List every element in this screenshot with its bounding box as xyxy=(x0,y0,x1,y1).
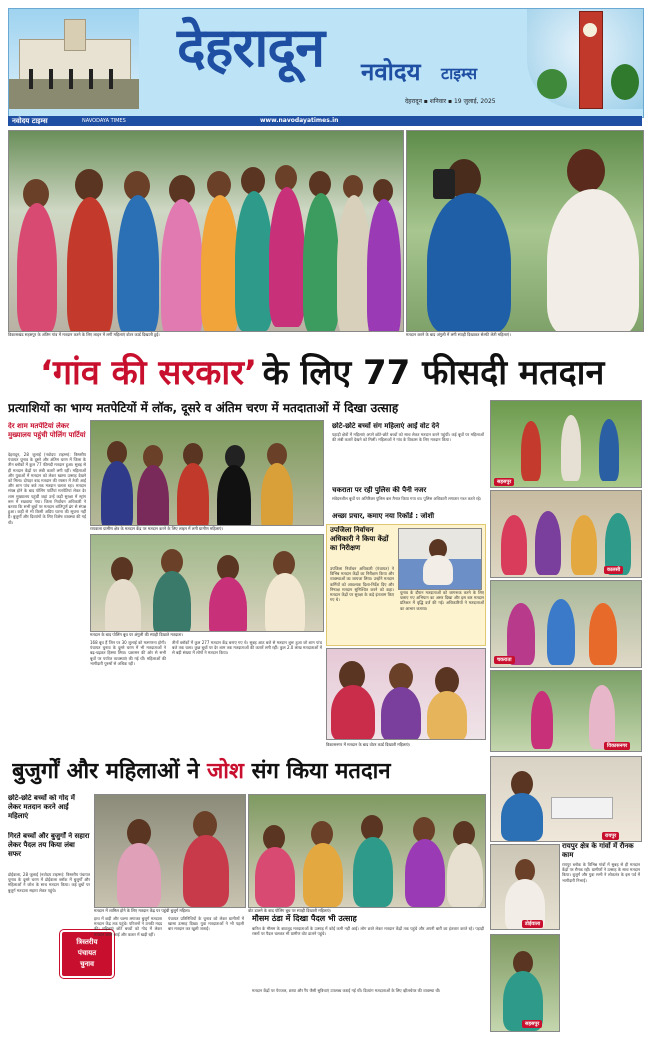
badge-line-1: त्रिस्तरीय xyxy=(76,938,98,946)
right-item2-body: संवेदनशील बूथों पर अतिरिक्त पुलिस बल तैनात किया गया था। पुलिस अधिकारी लगातार गश्त करते रहे। xyxy=(332,496,482,501)
masthead-title: देहरादून xyxy=(177,16,325,79)
left-label-en: NAVODAYA TIMES xyxy=(82,118,126,124)
top-photo-right xyxy=(406,130,644,332)
main-headline-quoted: ‘गांव की सरकार’ xyxy=(40,353,257,393)
second-headline xyxy=(12,754,492,790)
top-photo-left-caption: विकासखंड सहसपुर के अंतिम गांव में मतदान करने के लिए लाइन में लगी महिलाएं वोटर कार्ड दिखाती हुई। xyxy=(8,332,160,337)
mid-photo-1-caption: रायवाला ग्रामीण क्षेत्र के मतदान केंद्र पर मतदान करने के लिए लाइन में लगी ग्रामीण महिलाएं। xyxy=(90,526,223,531)
second-headline-before: बुजुर्गों और महिलाओं ने xyxy=(12,759,200,784)
right-item3-title: अच्छा प्रचार, कमाए नया रिकॉर्ड : जोशी xyxy=(332,512,435,520)
left-label: नवोदय टाइम्स xyxy=(12,117,48,125)
lower-photo-2-caption: वोट डालने के बाद पोलिंग बूथ पर स्याही दिखाती महिलाएं। xyxy=(248,908,332,913)
lower-body-b: पंचायत प्रतिनिधियों के चुनाव को लेकर ग्रामीणों में खासा उत्साह दिखा। युवा मतदाताओं ने भी पहली बार मतदान कर खुशी जताई। xyxy=(168,916,244,932)
right-lower-label-1: रायपुर xyxy=(602,832,619,840)
right-lower-label-3: सहसपुर xyxy=(522,1020,542,1028)
thumb-2 xyxy=(490,490,642,578)
officer-box-body: उपजिला निर्वाचन अधिकारी (पंचायत) ने विभिन्न मतदान केंद्रों का निरीक्षण किया और व्यवस्थाओं का जायजा लिया। उन्होंने मतदान कर्मियों को आवश्यक दिशा-निर्देश दिए और निष्पक्ष मतदान सुनिश्चित करने को कहा। मतदान केंद्रों पर सुरक्षा के कड़े इंतजाम किए गए थे। xyxy=(330,566,394,603)
badge-line-2: पंचायत xyxy=(77,949,97,957)
second-headline-after: संग किया मतदान xyxy=(251,759,391,784)
lower-box-body: बारिश के मौसम के बावजूद मतदाताओं के उत्साह में कोई कमी नहीं आई। लोग छाते लेकर मतदान केंद्रों तक पहुंचे और अपनी बारी का इंतजार करते रहे। पहाड़ी रास्तों पर पैदल चलकर भी ग्रामीण वोट डालने पहुंचे। xyxy=(252,926,484,937)
right-lower-title: रायपुर क्षेत्र के गांवों में रौनक काम xyxy=(562,842,634,859)
thumb-3-label: चकराता xyxy=(494,656,515,664)
top-photo-right-caption: मतदान करने के बाद अंगुली में लगी स्याही दिखाकर सेल्फी लेती महिलाएं। xyxy=(406,332,511,337)
website-link[interactable]: www.navodayatimes.in xyxy=(260,117,339,124)
clock-tower-icon xyxy=(527,9,643,109)
lower-photo-1 xyxy=(94,794,246,908)
badge-line-3: चुनाव xyxy=(79,960,95,968)
thumb-4-label: विकासनगर xyxy=(604,742,630,750)
right-lower-photo-1 xyxy=(490,756,642,842)
masthead-bar xyxy=(8,116,642,126)
right-photo-caption: विकासनगर में मतदान के बाद वोटर कार्ड दिखाती महिलाएं। xyxy=(326,742,411,747)
col1b-bullet1: छोटे-छोटे बच्चों को गोद में लेकर मतदान करने आईं महिलाएं xyxy=(8,794,75,820)
brand-name: नवोदय xyxy=(361,58,421,86)
brand-suffix: टाइम्स xyxy=(441,64,478,83)
lower-photo-2 xyxy=(248,794,486,908)
col1-body: देहरादून, 28 जुलाई (नवोदय टाइम्स): त्रिस्तरीय पंचायत चुनाव के दूसरे और अंतिम चरण में जिला के तीन ब्लॉकों में कुल 77 फीसदी मतदान हुआ। सुबह से ही मतदान केंद्रों पर लंबी कतारें लगी रहीं। महिलाओं और युवाओं में मतदान को लेकर खासा उत्साह देखने को मिला। दोपहर बाद मतदान की रफ्तार में तेजी आई और शाम पांच बजे तक मतदान चलता रहा। मतदान संपन्न होने के बाद पोलिंग पार्टियां मतपेटियां लेकर देर शाम मुख्यालय पहुंचीं जहां उन्हें कड़ी सुरक्षा में स्ट्रांग रूम में रखवाया गया। जिला निर्वाचन अधिकारी ने बताया कि सभी बूथों पर मतदान शांतिपूर्ण ढंग से संपन्न हुआ। कहीं से भी किसी अप्रिय घटना की सूचना नहीं है। बुजुर्गों और दिव्यांगों के लिए विशेष व्यवस्था की गई थी। xyxy=(8,452,86,525)
mid-body-3: तीनों ब्लॉकों में कुल 277 मतदान केंद्र बनाए गए थे। सुबह आठ बजे से मतदान शुरू हुआ जो शाम पांच बजे तक चला। कुछ बूथों पर देर शाम तक मतदाताओं की कतारें लगी रहीं। कुल 2.0 लाख मतदाताओं में से बड़ी संख्या में लोगों ने मतदान किया। xyxy=(172,640,322,656)
thumb-2-label: कालसी xyxy=(604,566,623,574)
right-item2-title: चकराता पर रही पुलिस की पैनी नजर xyxy=(332,486,427,494)
lower-photo-1-caption: मतदान में शामिल होने के लिए मतदान केंद्र पर पहुंची बुजुर्ग महिला। xyxy=(94,908,191,913)
right-item1-title: छोटे-छोटे बच्चों संग महिलाएं आईं वोट देने xyxy=(332,422,440,430)
parade-building-icon xyxy=(9,9,139,109)
lower-box-title: मौसम ठंडा में दिखा पैदल भी उत्साह xyxy=(252,914,357,923)
mid-photo-2 xyxy=(90,534,324,632)
right-item3-body: चुनाव के दौरान मतदाताओं को जागरूक करने के लिए चलाए गए अभियान का असर दिखा और इस बार मतदान प्रतिशत में वृद्धि दर्ज की गई। अधिकारियों ने मतदाताओं का आभार जताया। xyxy=(400,590,484,611)
second-headline-highlight: जोश xyxy=(206,759,244,784)
officer-box-photo-2 xyxy=(326,648,486,740)
col1b-body: डोईवाला, 28 जुलाई (नवोदय टाइम्स): त्रिस्तरीय पंचायत चुनाव के दूसरे चरण में डोईवाला ब्लॉक में बुजुर्गों और महिलाओं ने जोश के साथ मतदान किया। कई बूथों पर बुजुर्ग मतदाता सहारा लेकर पहुंचे। xyxy=(8,872,90,893)
top-photo-left xyxy=(8,130,404,332)
thumb-3 xyxy=(490,580,642,668)
thumb-1 xyxy=(490,400,642,488)
right-lower-photo-2 xyxy=(490,844,560,930)
main-headline-rest: के लिए 77 फीसदी मतदान xyxy=(262,353,605,393)
lower-body-c: मतदान केंद्रों पर पेयजल, छाया और रैंप जैसी सुविधाएं उपलब्ध कराई गई थीं। दिव्यांग मतदाताओं के लिए व्हीलचेयर की व्यवस्था थी। xyxy=(252,988,441,993)
col1-bullet: देर शाम मतपेटियां लेकर मुख्यालय पहुंची पोलिंग पार्टियां xyxy=(8,422,86,439)
mid-photo-1 xyxy=(90,420,324,526)
thumb-4 xyxy=(490,670,642,752)
col1b-bullet2: गिरते बच्चों और बुजुर्गों ने सहारा लेकर पैदल तय किया लंबा सफर xyxy=(8,832,90,858)
thumb-1-label: सहसपुर xyxy=(494,478,514,486)
right-lower-label-2: डोईवाला xyxy=(522,920,543,928)
mid-body-2: 168 बूथ हैं जिन पर 30 जुलाई को मतगणना होगी। पंचायत चुनाव के दूसरे चरण में भी मतदाताओं ने बढ़-चढ़कर हिस्सा लिया। प्रशासन की ओर से सभी बूथों पर पर्याप्त व्यवस्थाएं की गई थीं। महिलाओं की भागीदारी पुरुषों से अधिक रही। xyxy=(90,640,166,666)
dateline: देहरादून ▪ शनिवार ▪ 19 जुलाई, 2025 xyxy=(405,98,496,105)
mid-photo-2-caption: मतदान के बाद पोलिंग बूथ पर अंगुली की स्याही दिखाते मतदाता। xyxy=(90,632,183,637)
right-lower-photo-3 xyxy=(490,934,560,1032)
right-lower-body: रायपुर ब्लॉक के विभिन्न गांवों में सुबह से ही मतदान केंद्रों पर रौनक रही। ग्रामीणों ने उत्साह के साथ मतदान किया। बुजुर्ग और युवा सभी ने लोकतंत्र के इस पर्व में भागीदारी निभाई। xyxy=(562,862,640,883)
officer-box-photo xyxy=(398,528,482,590)
lower-body-a: हाथ में छड़ी और चश्मा लगाकर बुजुर्ग मतदाता मतदान केंद्र तक पहुंचे। परिजनों ने उनकी मदद की। महिलाएं छोटे बच्चों को गोद में लेकर मतदान करने आईं और कतार में खड़ी रहीं। xyxy=(94,916,162,937)
main-subhead: प्रत्याशियों का भाग्य मतपेटियों में लॉक, दूसरे व अंतिम चरण में मतदाताओं में दिखा उत्साह xyxy=(8,401,399,415)
right-item1-body: पहाड़ी क्षेत्रों में महिलाएं अपने छोटे-छोटे बच्चों को साथ लेकर मतदान करने पहुंचीं। कई बूथों पर महिलाओं की लंबी कतारें देखने को मिलीं। महिलाओं ने गांव के विकास के लिए मतदान किया। xyxy=(332,432,484,443)
main-headline xyxy=(40,350,640,396)
officer-box-title: उपजिला निर्वाचन अधिकारी ने किया केंद्रों का निरीक्षण xyxy=(330,526,389,552)
masthead xyxy=(8,8,644,118)
